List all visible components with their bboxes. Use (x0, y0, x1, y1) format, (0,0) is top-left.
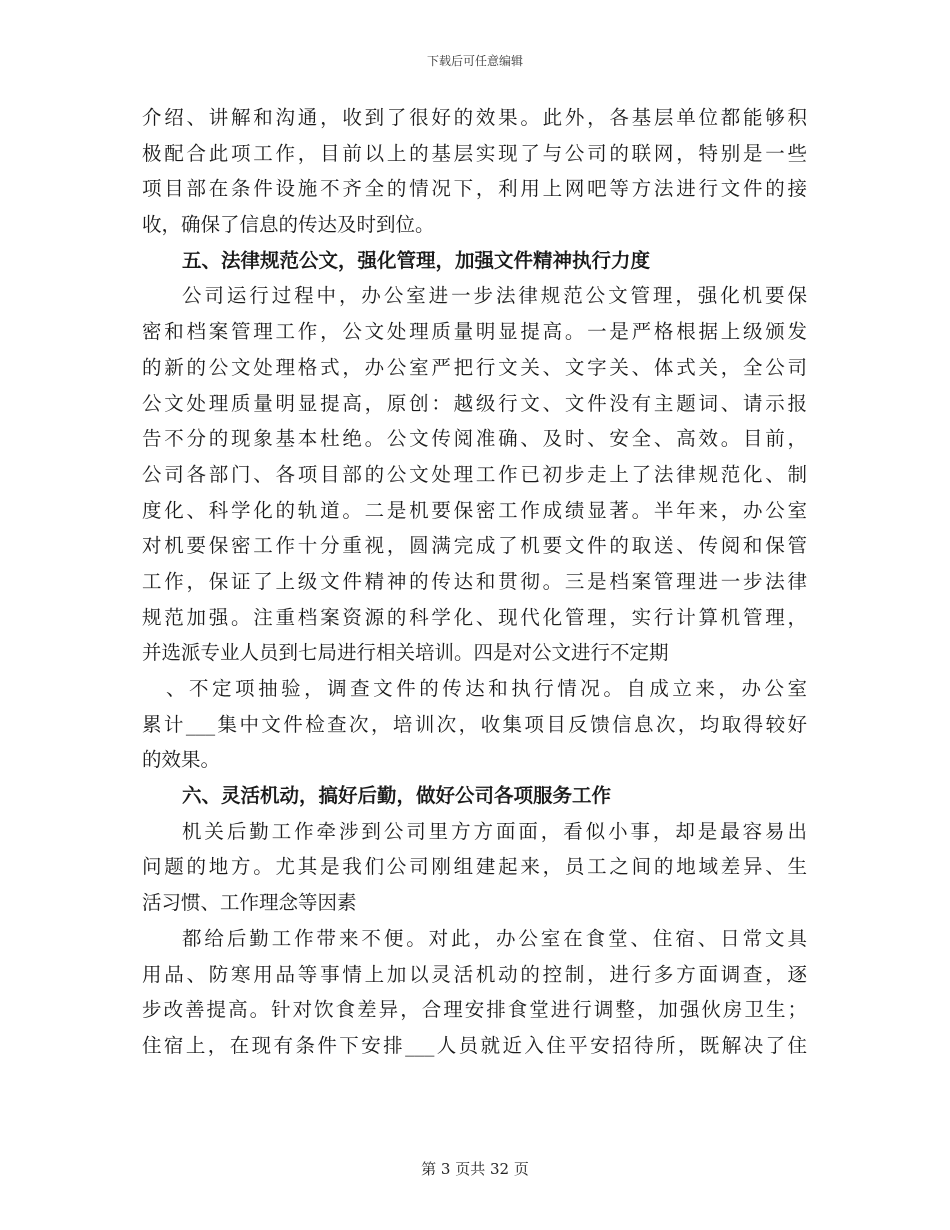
paragraph-line: 机关后勤工作牵涉到公司里方方面面，看似小事，却是最容易出 (182, 819, 807, 843)
paragraph-line: 的新的公文处理格式，办公室严把行文关、文字关、体式关，全公司 (142, 355, 807, 379)
section-heading: 五、法律规范公文，强化管理，加强文件精神执行力度 (182, 248, 651, 272)
page-header: 下载后可任意编辑 (426, 54, 523, 68)
paragraph-line: 步改善提高。针对饮食差异，合理安排食堂进行调整，加强伙房卫生； (142, 998, 807, 1022)
paragraph-line: 住宿上，在现有条件下安排___人员就近入住平安招待所，既解决了住 (142, 1033, 807, 1057)
paragraph-line: 公文处理质量明显提高，原创：越级行文、文件没有主题词、请示报 (142, 391, 807, 415)
paragraph-line: 公司运行过程中，办公室进一步法律规范公文管理，强化机要保 (182, 284, 807, 308)
paragraph-line: 度化、科学化的轨道。二是机要保密工作成绩显著。半年来，办公室 (142, 498, 807, 522)
paragraph-line: 公司各部门、各项目部的公文处理工作已初步走上了法律规范化、制 (142, 462, 807, 486)
paragraph-line: 问题的地方。尤其是我们公司刚组建起来，员工之间的地域差异、生 (142, 855, 807, 879)
paragraph-line: 并选派专业人员到七局进行相关培训。四是对公文进行不定期 (142, 641, 669, 665)
paragraph-line: 活习惯、工作理念等因素 (142, 891, 357, 915)
paragraph-line: 介绍、讲解和沟通，收到了很好的效果。此外，各基层单位都能够积 (142, 106, 807, 129)
paragraph-line: 项目部在条件设施不齐全的情况下，利用上网吧等方法进行文件的接 (142, 177, 807, 201)
section-heading: 六、灵活机动，搞好后勤，做好公司各项服务工作 (182, 784, 612, 808)
paragraph-line: 极配合此项工作，目前以上的基层实现了与公司的联网，特别是一些 (142, 141, 807, 165)
paragraph-line: 规范加强。注重档案资源的科学化、现代化管理，实行计算机管理， (142, 605, 807, 629)
paragraph-line: 工作，保证了上级文件精神的传达和贯彻。三是档案管理进一步法律 (142, 569, 807, 593)
page-footer: 第 3 页共 32 页 (421, 1160, 529, 1178)
paragraph-line: 、不定项抽验，调查文件的传达和执行情况。自成立来，办公室 (166, 677, 807, 700)
paragraph-line: 对机要保密工作十分重视，圆满完成了机要文件的取送、传阅和保管 (142, 534, 807, 558)
paragraph-line: 收，确保了信息的传达及时到位。 (142, 213, 435, 237)
paragraph-line: 告不分的现象基本杜绝。公文传阅准确、及时、安全、高效。目前， (142, 427, 807, 451)
paragraph-line: 的效果。 (142, 748, 221, 772)
paragraph-line: 都给后勤工作带来不便。对此，办公室在食堂、住宿、日常文具 (182, 926, 807, 950)
paragraph-line: 密和档案管理工作，公文处理质量明显提高。一是严格根据上级颁发 (142, 320, 807, 344)
paragraph-line: 累计___集中文件检查次，培训次，收集项目反馈信息次，均取得较好 (142, 712, 807, 736)
document-body (142, 100, 807, 1064)
paragraph-line: 用品、防寒用品等事情上加以灵活机动的控制，进行多方面调查，逐 (142, 962, 807, 986)
